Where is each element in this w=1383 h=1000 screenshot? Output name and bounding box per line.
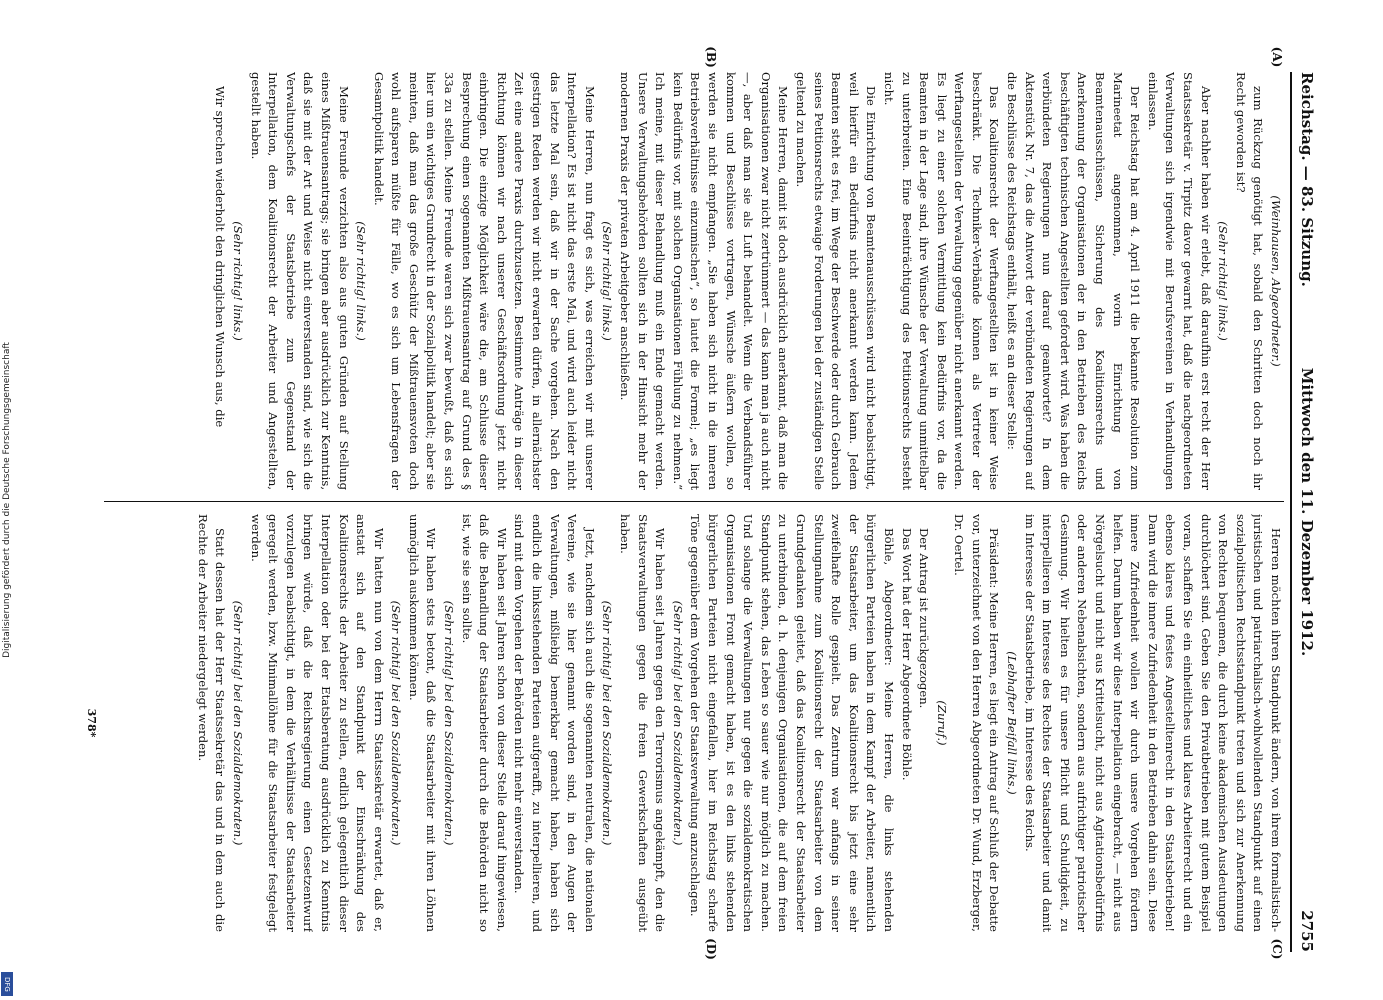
interjection: (Sehr richtig! bei den Sozialdemokraten.) (600, 600, 615, 846)
right-column (94, 514, 1284, 932)
interjection: (Sehr richtig! links.) (600, 221, 615, 341)
header-date: Mittwoch den 11. Dezember 1912. (1298, 367, 1316, 657)
quoted-paragraph: Das Koalitionsrecht der Werftangestellten ist in keiner Weise beschränkt. Die Techniker-Verbände können als Vertreter der Werftangestellten der Verwaltung gegenüber nicht anerkannt werden. Es liegt zu einer solchen Vermittlung kein Bedürfnis vor, da die Beamten in der Lage sind, ihre Wünsche der Verwaltung unmittelbar zu unterbreiten. Eine Beeinträchtigung des Petitionsrechts besteht nicht. (881, 72, 1002, 490)
credit-text: Digitalisierung gefördert durch die Deutsche Forschungsgemeinschaft (2, 342, 12, 658)
margin-mark-a: (A) (1270, 46, 1284, 68)
interjection: (Lebhafter Beifall links.) (1005, 651, 1020, 795)
margin-mark-d: (D) (704, 938, 718, 960)
interjection: (Sehr richtig! links.) (230, 221, 245, 341)
paragraph: Wir haben seit Jahren schon von dieser Stelle darauf hingewiesen, daß die Behandlung der Staatsarbeiter durch die Behörden nicht so ist, wie sie sein sollte. (459, 514, 509, 932)
paragraph: Wir haben stets betont, daß die Staatsarbeiter mit ihren Löhnen unmöglich auskommen können. (406, 514, 439, 932)
paragraph: Wir sprechen wiederholt den dringlichen Wunsch aus, die (213, 86, 228, 428)
margin-mark-b: (B) (704, 46, 718, 68)
interjection: (Sehr richtig! bei den Sozialdemokraten.) (670, 600, 685, 846)
paragraph: Meine Herren, damit ist doch ausdrücklich anerkannt, daß man die Organisationen zwar nicht zertrümmert — das kann man ja auch nicht —, aber daß man sie als Luft behandelt. Wenn die Verbandsführer kommen und Beschlüsse vortragen, Wünsche äußern wollen, so werden sie nicht empfangen. „Sie haben sich nicht in die inneren Betriebsverhältnisse einzumischen“, so lautet die Formel; „es liegt kein Bedürfnis vor, mit solchen Organisationen Fühlung zu nehmen.“ Ich meine, mit dieser Behandlung muß ein Ende gemacht werden. Unsere Verwaltungsbehörden sollten sich in der Hinsicht mehr der modernen Praxis der privaten Arbeitgeber anschließen. (618, 72, 791, 490)
paragraph: Meine Freunde verzichten also aus guten Gründen auf Stellung eines Mißtrauensantrags; sie bringen aber ausdrücklich zur Kenntnis, daß sie mit der Art und Weise nicht einverstanden sind, wie sich die Verwaltungschefs der Staatsbetriebe zum Gegenstand der Interpellation, dem Koalitionsrecht der Arbeiter und Angestellten, gestellt haben. (248, 72, 351, 490)
header-rule (1290, 72, 1292, 952)
paragraph: Wir haben seit Jahren gegen den Terrorismus angekämpft, den die Staatsverwaltungen gegen die freien Gewerkschaften ausgeübt haben. (618, 514, 668, 932)
paragraph: Der Antrag ist zurückgezogen. (917, 528, 932, 709)
digitization-credit (0, 0, 14, 1000)
paragraph: zum Rückzug genötigt hat, sobald den Schritten doch noch ihr Recht geworden ist? (1233, 72, 1266, 490)
scanned-page (78, 46, 1318, 960)
signature-mark: 378* (85, 708, 98, 738)
speaker-line: (Weinhausen, Abgeordneter.) (1269, 195, 1283, 367)
paragraph: Präsident: Meine Herren, es liegt ein Antrag auf Schluß der Debatte vor, unterzeichnet von den Herren Abgeordneten Dr. Wund, Erzberger, Dr. Oertel. (952, 514, 1002, 932)
dfg-logo: DFG (1, 972, 13, 996)
page-header (1292, 72, 1318, 952)
column-divider (104, 501, 1284, 502)
left-column (94, 72, 1284, 490)
interjection: (Sehr richtig! bei den Sozialdemokraten.) (442, 600, 457, 846)
paragraph: Meine Herren, nun fragt es sich, was erreichen wir mit unserer Interpellation? Es ist nicht das erste Mal, und wird auch leider nicht das letzte Mal sein, daß wir in der Sache vorgehen. Nach den gestrigen Reden werden wir nicht erwarten dürfen, in allernächster Zeit eine andere Praxis durchzusetzen. Bestimmte Anträge in dieser Richtung können wir nach unserer Geschäftsordnung jetzt nicht einbringen. Die einzige Möglichkeit wäre die, am Schlusse dieser Besprechung einen sogenannten Mißtrauensantrag auf Grund des § 33a zu stellen. Meine Freunde waren sich zwar bewußt, daß es sich hier um ein wichtiges Grundrecht in der Sozialpolitik handelt; aber sie meinten, daß man das große Geschütz der Mißtrauensvoten doch wohl aufsparen müßte für Fälle, wo es sich um Lebensfragen der Gesamtpolitik handelt. (371, 72, 597, 490)
paragraph: Der Reichstag hat am 4. April 1911 die bekannte Resolution zum Marineetat angenommen, worin Einrichtung von Beamtenausschüssen, Sicherung des Koalitionsrechts und Anerkennung der Organisationen der in den Betrieben des Reichs beschäftigten technischen Angestellten gefordert wird. Was haben die verbündeten Regierungen nun darauf geantwortet? In dem Aktenstück Nr. 7, das die Antwort der verbündeten Regierungen auf die Beschlüsse des Reichstags enthält, heißt es an dieser Stelle: (1005, 72, 1143, 490)
interjection: (Sehr richtig! bei den Sozialdemokraten.) (389, 600, 404, 846)
interjection: (Zuruf.) (934, 700, 949, 746)
paragraph: Böhle, Abgeordneter: Meine Herren, die links stehenden bürgerlichen Parteien haben in dem Kampf der Arbeiter, namentlich der Staatsarbeiter, um das Koalitionsrecht bis jetzt eine sehr zweifelhafte Rolle gespielt. Das Zentrum war anfangs in seiner Stellungnahme zum Koalitionsrecht der Staatsarbeiter von dem Grundgedanken geleitet, daß das Koalitionsrecht der Staatsarbeiter zu unterbinden, d. h. denjenigen Organisationen, die auf dem freien Standpunkt stehen, das Leben so sauer wie nur möglich zu machen. Und solange die Verwaltungen nur gegen die sozialdemokratischen Organisationen Front gemacht haben, ist es den links stehenden bürgerlichen Parteien nicht eingefallen, hier im Reichstag scharfe Töne gegenüber dem Vorgehen der Staatsverwaltung anzuschlagen. (688, 514, 896, 932)
interjection: (Sehr richtig! links.) (1216, 221, 1231, 341)
header-left: Reichstag. — 83. Sitzung. (1298, 72, 1316, 287)
page-number: 2755 (1298, 910, 1316, 952)
paragraph: Jetzt, nachdem sich auch die sogenannten neutralen, die nationalen Vereine, wie sie hier genannt worden sind, in den Augen der Verwaltungen, mißliebig bemerkbar gemacht haben, haben sich endlich die linksstehenden Parteien aufgerafft, zu interpellieren, und sind mit dem Vorgehen der Behörden nicht mehr einverstanden. (512, 514, 597, 932)
quoted-paragraph: Die Einrichtung von Beamtenausschüssen wird nicht beabsichtigt, weil hierfür ein Bedürfnis nicht anerkannt werden kann. Jedem Beamten steht es frei, im Wege der Beschwerde oder durch Gebrauch seines Petitionsrechts etwaige Forderungen bei der zuständigen Stelle geltend zu machen. (793, 72, 879, 490)
interjection: (Sehr richtig! links.) (354, 221, 369, 341)
paragraph: Wir hatten nun von dem Herrn Staatssekretär erwartet, daß er, anstatt sich auf den Standpunkt der Einschränkung des Koalitionsrechts der Arbeiter zu stellen, endlich gelegentlich dieser Interpellation oder bei der Etatsberatung ausdrücklich zu Kenntnis bringen würde, daß die Reichsregierung einen Gesetzentwurf vorzulegen beabsichtigt, in dem die Verhältnisse der Staatsarbeiter geregelt werden, bzw. Minimallöhne für die Staatsarbeiter festgelegt werden. (248, 514, 386, 932)
margin-mark-c: (C) (1270, 938, 1284, 960)
paragraph: Herren möchten ihren Standpunkt ändern, von ihrem formalistisch-juristischen und patriarchalisch-wohlwollenden Standpunkt auf einen sozialpolitischen Rechtsstandpunkt treten und sich zur Anerkennung von Rechten bequemen, die durch keine akademischen Ausdeutungen durchlöchert sind. Geben Sie den Privatbetrieben mit gutem Beispiel voran, schaffen Sie ein einheitliches und klares Arbeiterrecht und ein ebenso klares und festes Angestelltenrecht in den Staatsbetrieben! Dann wird die innere Zufriedenheit in den Betrieben dahin sein. Diese innere Zufriedenheit wollen wir durch unsere Vorgehen fördern helfen. Darum haben wir diese Interpellation eingebracht, — nicht aus Nörgelsucht und nicht aus Krittelsucht, nicht aus Agitationsbedürfnis oder anderen Nebenabsichten, sondern aus aufrichtiger patriotischer Gesinnung. Wir hielten es für unsere Pflicht und Schuldigkeit, zu interpellieren im Interesse des Rechtes der Staatsarbeiter und damit im Interesse der Staatsbetriebe, im Interesse des Reichs. (1022, 514, 1283, 932)
paragraph: Das Wort hat der Herr Abgeordnete Böhle. (899, 528, 914, 781)
paragraph: Aber nachher haben wir erlebt, daß daraufhin erst recht der Herr Staatssekretär v. Tirpitz davor gewarnt hat, daß die nachgeordneten Verwaltungen sich irgendwie mit Berufsvereinen in Verhandlungen einlassen. (1145, 72, 1213, 490)
paragraph: Statt dessen hat der Herr Staatssekretär das und in dem auch die Rechte der Arbeiter niedergelegt werden. (195, 514, 228, 932)
interjection: (Sehr richtig! bei den Sozialdemokraten.) (230, 600, 245, 846)
